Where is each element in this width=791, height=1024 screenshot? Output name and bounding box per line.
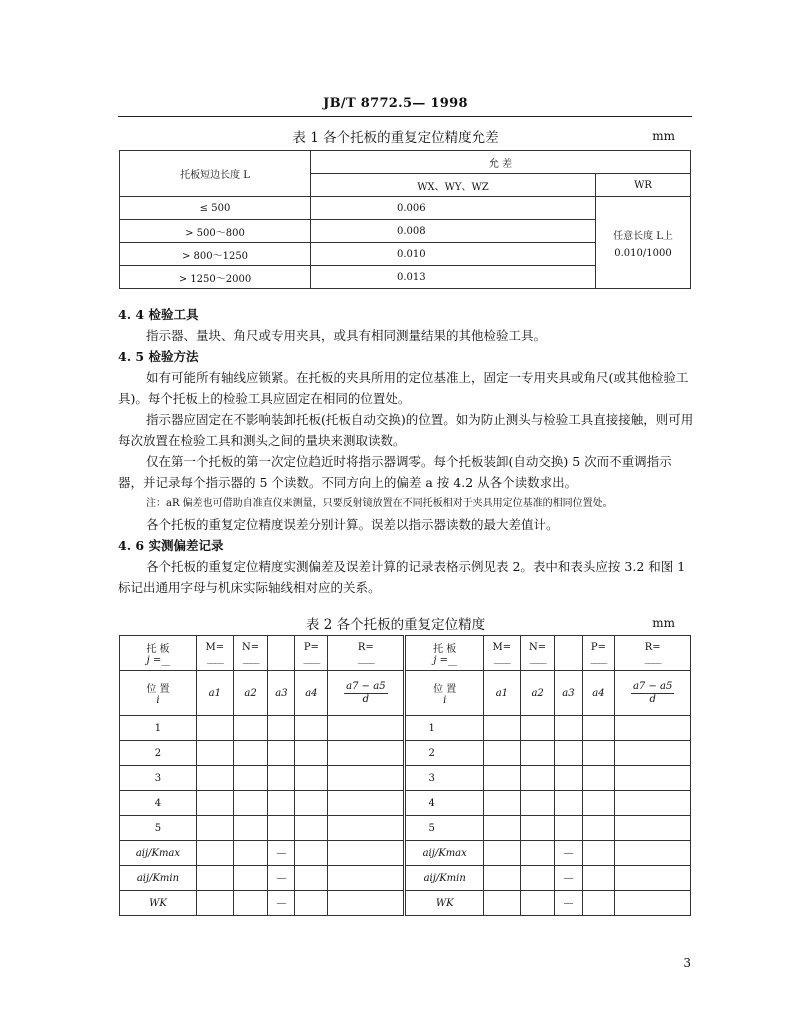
table2-p-header: P= ____ — [582, 636, 615, 671]
table-row — [120, 866, 691, 891]
table2-stat-label: aij/Kmin — [405, 866, 483, 891]
table-row — [120, 841, 691, 866]
section-4-5-p3: 仅在第一个托板的第一次定位趋近时将指示器调零。每个托板装卸(自动交换) 5 次而不重调指示器，并记录每个指示器的 5 个读数。不同方向上的偏差 a 按 4.2 从各个读数求出。 — [118, 454, 672, 490]
table1-wxyz-cell: 0.006 — [311, 197, 596, 220]
table2-pallet-header: 托 板 j =__ — [120, 636, 197, 671]
table2-position-cell: 3 — [120, 766, 197, 791]
table1-caption: 表 1 各个托板的重复定位精度允差 — [292, 130, 499, 146]
table1 — [119, 150, 691, 289]
table2-stat-label: WK — [405, 891, 483, 916]
table2-position-cell: 2 — [405, 741, 483, 766]
table1-allowance-header: 允 差 — [311, 151, 691, 174]
table2-m-header: M= ____ — [196, 636, 233, 671]
table2-a2-header: a2 — [520, 671, 555, 716]
section-4-5-p1: 如有可能所有轴线应锁紧。在托板的夹具所用的定位基准上，固定一专用夹具或角尺(或其他检验工具)。每个托板上的检验工具应固定在相同的位置处。 — [118, 370, 689, 406]
section-4-6-p1: 各个托板的重复定位精度实测偏差及误差计算的记录表格示例见表 2。表中和表头应按 3.2 和图 1 标记出通用字母与机床实际轴线相对应的关系。 — [118, 559, 686, 595]
section-4-4-body: 指示器、量块、角尺或专用夹具，或具有相同测量结果的其他检验工具。 — [146, 328, 547, 343]
table2-m-header: M= ____ — [483, 636, 520, 671]
table2-position-cell: 2 — [120, 741, 197, 766]
table-row — [120, 891, 691, 916]
table2-fraction-header: $\frac{a7 - a5}{d}$ — [615, 671, 691, 716]
section-4-6-title: 4. 6 实测偏差记录 — [118, 538, 224, 553]
table2-a3-header: a3 — [268, 671, 295, 716]
section-4-5-note: 注：aR 偏差也可借助自准直仪来测量，只要反射镜放置在不同托板相对于夹具用定位基准的相同位置处。 — [146, 498, 613, 509]
table1-unit: mm — [652, 129, 675, 143]
table2-caption: 表 2 各个托板的重复定位精度 — [305, 617, 486, 633]
table2-position-header: 位 置 i — [120, 671, 197, 716]
table2-r-header: R= ____ — [615, 636, 691, 671]
table2-dash: — — [268, 841, 295, 866]
table2-n-header: N= ____ — [233, 636, 268, 671]
table2-position-cell: 4 — [120, 791, 197, 816]
header-rule — [118, 116, 692, 117]
section-4-5-p2: 指示器应固定在不影响装卸托板(托板自动交换)的位置。如为防止测头与检验工具直接接触，则可用每次放置在检验工具和测头之间的量块来测取读数。 — [118, 412, 694, 448]
table2-dash: — — [268, 866, 295, 891]
table2-dash: — — [555, 841, 582, 866]
table2-blank-header — [555, 636, 582, 671]
table1-wr-line1: 任意长度 L上 — [613, 230, 673, 242]
table-row — [120, 791, 691, 816]
table1-wr-line2: 0.010/1000 — [614, 247, 672, 259]
table-row — [120, 766, 691, 791]
table1-wxyz-cell: 0.010 — [311, 243, 596, 266]
table1-wr-header: WR — [596, 174, 691, 197]
table2-pallet-header: 托 板 j =__ — [405, 636, 483, 671]
table2-a1-header: a1 — [483, 671, 520, 716]
table1-length-header: 托板短边长度 L — [120, 151, 311, 197]
table2-dash: — — [555, 891, 582, 916]
table2-position-cell: 3 — [405, 766, 483, 791]
table1-length-cell: ≤ 500 — [120, 197, 311, 220]
table-row — [120, 741, 691, 766]
table1-wr-value — [596, 197, 691, 289]
table2-position-cell: 1 — [405, 716, 483, 741]
table2-r-header: R= ____ — [328, 636, 405, 671]
table1-wxyz-header: WX、WY、WZ — [311, 174, 596, 197]
table2-a2-header: a2 — [233, 671, 268, 716]
table2-a4-header: a4 — [295, 671, 328, 716]
table1-wxyz-cell: 0.013 — [311, 266, 596, 289]
table2-a3-header: a3 — [555, 671, 582, 716]
table2-stat-label: aij/Kmax — [405, 841, 483, 866]
table2 — [119, 635, 691, 916]
table2-a4-header: a4 — [582, 671, 615, 716]
table2-p-header: P= ____ — [295, 636, 328, 671]
table2-position-header: 位 置 i — [405, 671, 483, 716]
table2-position-cell: 1 — [120, 716, 197, 741]
table2-dash: — — [268, 891, 295, 916]
table1-length-cell: > 800～1250 — [120, 243, 311, 266]
page-number: 3 — [683, 956, 691, 970]
section-4-5-title: 4. 5 检验方法 — [118, 349, 199, 364]
table2-stat-label: WK — [120, 891, 197, 916]
table-row — [120, 716, 691, 741]
table2-a1-header: a1 — [196, 671, 233, 716]
table2-position-cell: 4 — [405, 791, 483, 816]
standard-code: JB/T 8772.5— 1998 — [323, 96, 468, 111]
table2-fraction-header: $\frac{a7 - a5}{d}$ — [328, 671, 405, 716]
section-4-4 — [118, 304, 696, 598]
table2-n-header: N= ____ — [520, 636, 555, 671]
table2-position-cell: 5 — [405, 816, 483, 841]
table2-blank-header — [268, 636, 295, 671]
section-4-5-p4: 各个托板的重复定位精度误差分别计算。误差以指示器读数的最大差值计。 — [146, 517, 559, 532]
section-4-4-title: 4. 4 检验工具 — [118, 307, 199, 322]
table1-length-cell: > 1250～2000 — [120, 266, 311, 289]
table2-dash: — — [555, 866, 582, 891]
table2-position-cell: 5 — [120, 816, 197, 841]
table2-stat-label: aij/Kmax — [120, 841, 197, 866]
table1-length-cell: > 500～800 — [120, 220, 311, 243]
table-row — [120, 816, 691, 841]
table1-wxyz-cell: 0.008 — [311, 220, 596, 243]
table2-unit: mm — [652, 616, 675, 630]
table2-stat-label: aij/Kmin — [120, 866, 197, 891]
